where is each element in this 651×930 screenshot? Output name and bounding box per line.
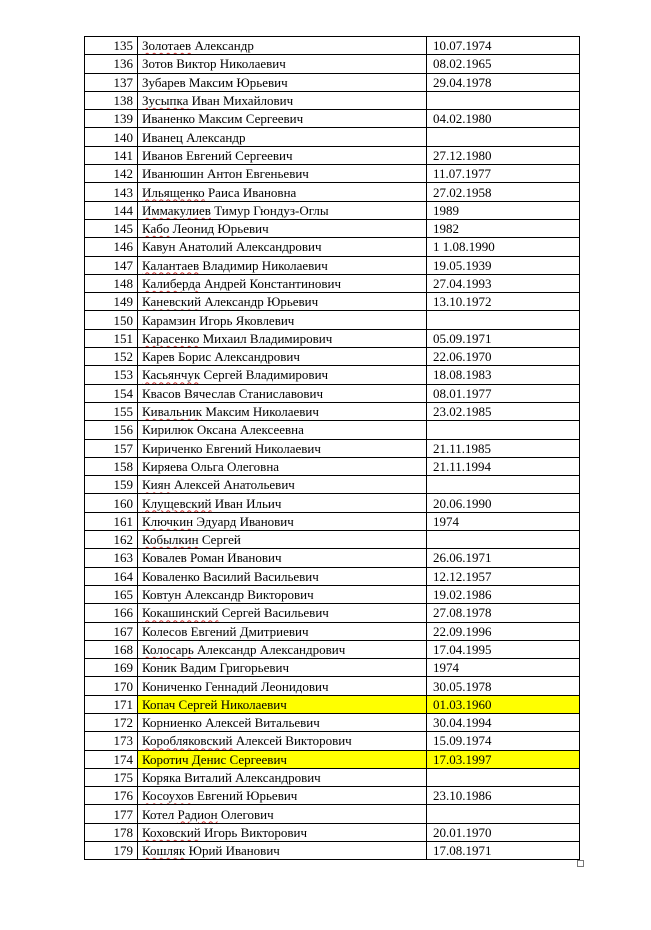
given-names: Сергей Николаевич bbox=[175, 696, 287, 712]
birth-date[interactable]: 1974 bbox=[427, 512, 580, 530]
given-names: Тимур Гюндуз-Оглы bbox=[210, 202, 329, 218]
row-number[interactable]: 148 bbox=[85, 274, 138, 292]
person-name[interactable] bbox=[138, 512, 427, 530]
birth-date[interactable]: 30.05.1978 bbox=[427, 677, 580, 695]
row-number[interactable]: 169 bbox=[85, 659, 138, 677]
person-name[interactable] bbox=[138, 713, 427, 731]
table-row bbox=[85, 805, 580, 823]
given-names: Евгений Юрьевич bbox=[193, 788, 298, 804]
surname: Кабо bbox=[142, 221, 170, 237]
person-name[interactable] bbox=[138, 219, 427, 237]
given-names: Олегович bbox=[217, 806, 274, 822]
row-number[interactable]: 147 bbox=[85, 256, 138, 274]
birth-date[interactable]: 15.09.1974 bbox=[427, 732, 580, 750]
table-row bbox=[85, 549, 580, 567]
row-number[interactable]: 150 bbox=[85, 311, 138, 329]
given-names: Максим Сергеевич bbox=[194, 111, 304, 127]
birth-date[interactable]: 22.06.1970 bbox=[427, 348, 580, 366]
table-resize-handle[interactable] bbox=[577, 860, 584, 867]
birth-date[interactable] bbox=[427, 805, 580, 823]
person-name[interactable] bbox=[138, 110, 427, 128]
person-name[interactable] bbox=[138, 604, 427, 622]
row-number[interactable]: 179 bbox=[85, 842, 138, 860]
table-row bbox=[85, 293, 580, 311]
table-row bbox=[85, 512, 580, 530]
surname: Калиберда bbox=[142, 276, 201, 291]
row-number[interactable]: 155 bbox=[85, 402, 138, 420]
birth-date[interactable] bbox=[427, 476, 580, 494]
surname: Карамзин bbox=[142, 312, 196, 328]
misspelled-word: Радион bbox=[177, 806, 218, 822]
birth-date[interactable]: 08.01.1977 bbox=[427, 384, 580, 402]
birth-date[interactable]: 1982 bbox=[427, 219, 580, 237]
person-name[interactable] bbox=[138, 750, 427, 768]
surname: Киян bbox=[142, 477, 171, 493]
surname: Колосарь bbox=[142, 641, 194, 657]
given-names: Иван Михайлович bbox=[188, 93, 294, 109]
row-number[interactable]: 175 bbox=[85, 768, 138, 786]
given-names: Анатолий Александрович bbox=[175, 239, 322, 255]
row-number[interactable]: 161 bbox=[85, 512, 138, 530]
table-row bbox=[85, 732, 580, 750]
table-row bbox=[85, 311, 580, 329]
row-number[interactable]: 166 bbox=[85, 604, 138, 622]
table-row bbox=[85, 55, 580, 73]
surname: Ильященко bbox=[142, 184, 205, 200]
given-names: Алексей Анатольевич bbox=[170, 477, 295, 493]
person-name[interactable] bbox=[138, 201, 427, 219]
birth-date[interactable]: 20.06.1990 bbox=[427, 494, 580, 512]
surname: Косоухов bbox=[142, 788, 194, 804]
surname: Карасенко bbox=[142, 330, 200, 346]
person-name[interactable] bbox=[138, 695, 427, 713]
person-name[interactable] bbox=[138, 732, 427, 750]
surname: Зотов bbox=[142, 56, 173, 72]
table-row bbox=[85, 531, 580, 549]
row-number[interactable]: 157 bbox=[85, 439, 138, 457]
given-names: Денис Сергеевич bbox=[188, 751, 287, 767]
row-number[interactable]: 174 bbox=[85, 750, 138, 768]
birth-date[interactable]: 12.12.1957 bbox=[427, 567, 580, 585]
given-names: Александр Викторович bbox=[181, 587, 314, 603]
table-row bbox=[85, 622, 580, 640]
surname: Калантаев bbox=[142, 257, 200, 273]
person-name[interactable] bbox=[138, 567, 427, 585]
table-row bbox=[85, 183, 580, 201]
row-number[interactable]: 149 bbox=[85, 293, 138, 311]
surname: Иванов bbox=[142, 147, 183, 163]
table-row bbox=[85, 73, 580, 91]
birth-date[interactable]: 21.11.1994 bbox=[427, 457, 580, 475]
person-name[interactable] bbox=[138, 37, 427, 55]
surname: Зусыпка bbox=[142, 93, 189, 109]
surname: Коховский bbox=[142, 824, 201, 840]
person-name[interactable] bbox=[138, 659, 427, 677]
person-name[interactable] bbox=[138, 476, 427, 494]
table-row bbox=[85, 348, 580, 366]
birth-date[interactable]: 23.02.1985 bbox=[427, 402, 580, 420]
birth-date[interactable] bbox=[427, 91, 580, 109]
row-number[interactable]: 158 bbox=[85, 457, 138, 475]
birth-date[interactable] bbox=[427, 421, 580, 439]
row-number[interactable]: 162 bbox=[85, 531, 138, 549]
person-name[interactable] bbox=[138, 146, 427, 164]
row-number[interactable]: 135 bbox=[85, 37, 138, 55]
birth-date[interactable]: 04.02.1980 bbox=[427, 110, 580, 128]
given-names: Геннадий Леонидович bbox=[201, 678, 329, 694]
surname: Ковалев bbox=[142, 550, 187, 566]
table-row bbox=[85, 787, 580, 805]
given-names: Евгений Дмитриевич bbox=[187, 623, 309, 639]
row-number[interactable]: 153 bbox=[85, 366, 138, 384]
person-name[interactable] bbox=[138, 329, 427, 347]
table-row bbox=[85, 274, 580, 292]
person-name[interactable] bbox=[138, 91, 427, 109]
row-number[interactable]: 170 bbox=[85, 677, 138, 695]
given-names: Василий Васильевич bbox=[199, 568, 319, 584]
birth-date[interactable]: 18.08.1983 bbox=[427, 366, 580, 384]
birth-date[interactable]: 08.02.1965 bbox=[427, 55, 580, 73]
row-number[interactable]: 167 bbox=[85, 622, 138, 640]
table-row bbox=[85, 146, 580, 164]
surname: Иванец bbox=[142, 129, 183, 145]
table-row bbox=[85, 366, 580, 384]
row-number[interactable]: 165 bbox=[85, 585, 138, 603]
surname: Кониченко bbox=[142, 678, 202, 694]
birth-date[interactable]: 05.09.1971 bbox=[427, 329, 580, 347]
row-number[interactable]: 142 bbox=[85, 165, 138, 183]
given-names: Сергей Васильевич bbox=[218, 605, 329, 621]
birth-date[interactable]: 17.04.1995 bbox=[427, 640, 580, 658]
birth-date[interactable]: 19.02.1986 bbox=[427, 585, 580, 603]
table-row bbox=[85, 659, 580, 677]
table-row bbox=[85, 640, 580, 658]
row-number[interactable]: 156 bbox=[85, 421, 138, 439]
given-names: Иван Ильич bbox=[211, 495, 282, 511]
table-row bbox=[85, 677, 580, 695]
surname: Коробляковский bbox=[142, 733, 233, 749]
table-row bbox=[85, 439, 580, 457]
surname: Коник bbox=[142, 660, 177, 676]
table-row bbox=[85, 713, 580, 731]
row-number[interactable]: 138 bbox=[85, 91, 138, 109]
person-name[interactable] bbox=[138, 183, 427, 201]
given-names: Андрей Константинович bbox=[200, 276, 341, 291]
surname: Карев bbox=[142, 349, 175, 365]
person-name[interactable] bbox=[138, 293, 427, 311]
surname: Кобылкин bbox=[142, 532, 199, 548]
surname: Кошляк bbox=[142, 843, 186, 859]
person-name[interactable] bbox=[138, 622, 427, 640]
given-names: Вадим Григорьевич bbox=[176, 660, 289, 676]
birth-date[interactable] bbox=[427, 531, 580, 549]
surname: Коваленко bbox=[142, 568, 200, 584]
table-row bbox=[85, 842, 580, 860]
table-row bbox=[85, 494, 580, 512]
birth-date[interactable]: 1 1.08.1990 bbox=[427, 238, 580, 256]
birth-date[interactable]: 17.08.1971 bbox=[427, 842, 580, 860]
given-names: Оксана Алексеевна bbox=[193, 422, 304, 438]
given-names: Александр bbox=[182, 129, 246, 145]
table-row bbox=[85, 567, 580, 585]
row-number[interactable]: 154 bbox=[85, 384, 138, 402]
birth-date[interactable]: 11.07.1977 bbox=[427, 165, 580, 183]
row-number[interactable]: 177 bbox=[85, 805, 138, 823]
given-names: Роман Иванович bbox=[186, 550, 282, 566]
table-row bbox=[85, 329, 580, 347]
birth-date[interactable]: 19.05.1939 bbox=[427, 256, 580, 274]
row-number[interactable]: 143 bbox=[85, 183, 138, 201]
given-names: Леонид Юрьевич bbox=[169, 221, 269, 237]
row-number[interactable]: 140 bbox=[85, 128, 138, 146]
surname: Касьянчук bbox=[142, 367, 201, 383]
birth-date[interactable]: 26.06.1971 bbox=[427, 549, 580, 567]
person-name[interactable] bbox=[138, 768, 427, 786]
given-names: Алексей Викторович bbox=[232, 733, 352, 749]
surname: Коротич bbox=[142, 751, 189, 767]
surname: Зубарев bbox=[142, 74, 186, 90]
birth-date[interactable]: 17.03.1997 bbox=[427, 750, 580, 768]
person-name[interactable] bbox=[138, 494, 427, 512]
surname: Корниенко bbox=[142, 715, 202, 731]
given-names: Раиса Ивановна bbox=[204, 184, 297, 200]
row-number[interactable]: 164 bbox=[85, 567, 138, 585]
row-number[interactable]: 176 bbox=[85, 787, 138, 805]
given-names: Максим Юрьевич bbox=[185, 74, 288, 90]
table-row bbox=[85, 402, 580, 420]
surname: Кириченко bbox=[142, 440, 203, 456]
birth-date[interactable]: 21.11.1985 bbox=[427, 439, 580, 457]
surname: Золотаев bbox=[142, 38, 192, 54]
person-name[interactable] bbox=[138, 585, 427, 603]
given-names: Александр Юрьевич bbox=[201, 294, 319, 310]
surname: Ковтун bbox=[142, 587, 182, 603]
given-names: Антон Евгеньевич bbox=[203, 166, 309, 182]
person-name[interactable] bbox=[138, 531, 427, 549]
table-row bbox=[85, 476, 580, 494]
given-names: Игорь Викторович bbox=[200, 824, 308, 840]
people-table-body bbox=[85, 37, 580, 860]
person-name[interactable] bbox=[138, 805, 427, 823]
person-name[interactable] bbox=[138, 439, 427, 457]
row-number[interactable]: 146 bbox=[85, 238, 138, 256]
row-number[interactable]: 151 bbox=[85, 329, 138, 347]
person-name[interactable] bbox=[138, 256, 427, 274]
surname: Копач bbox=[142, 696, 176, 712]
table-row bbox=[85, 604, 580, 622]
person-name[interactable] bbox=[138, 842, 427, 860]
row-number[interactable]: 159 bbox=[85, 476, 138, 494]
row-number[interactable]: 136 bbox=[85, 55, 138, 73]
birth-date[interactable]: 01.03.1960 bbox=[427, 695, 580, 713]
person-name[interactable] bbox=[138, 402, 427, 420]
person-name[interactable] bbox=[138, 348, 427, 366]
surname: Коряка bbox=[142, 770, 181, 786]
person-name[interactable] bbox=[138, 55, 427, 73]
given-names: Максим Николаевич bbox=[202, 404, 319, 420]
person-name[interactable] bbox=[138, 73, 427, 91]
birth-date[interactable]: 27.04.1993 bbox=[427, 274, 580, 292]
birth-date[interactable] bbox=[427, 128, 580, 146]
row-number[interactable]: 160 bbox=[85, 494, 138, 512]
surname: Котел bbox=[142, 806, 178, 822]
table-row bbox=[85, 585, 580, 603]
table-row bbox=[85, 201, 580, 219]
person-name[interactable] bbox=[138, 823, 427, 841]
surname: Кавун bbox=[142, 239, 176, 255]
row-number[interactable]: 178 bbox=[85, 823, 138, 841]
row-number[interactable]: 141 bbox=[85, 146, 138, 164]
birth-date[interactable]: 30.04.1994 bbox=[427, 713, 580, 731]
table-row bbox=[85, 238, 580, 256]
birth-date[interactable]: 13.10.1972 bbox=[427, 293, 580, 311]
given-names: Евгений Сергеевич bbox=[182, 147, 293, 163]
surname: Киряева bbox=[142, 458, 188, 474]
table-row bbox=[85, 384, 580, 402]
table-row bbox=[85, 256, 580, 274]
person-name[interactable] bbox=[138, 677, 427, 695]
person-name[interactable] bbox=[138, 457, 427, 475]
table-row bbox=[85, 457, 580, 475]
row-number[interactable]: 144 bbox=[85, 201, 138, 219]
table-row bbox=[85, 219, 580, 237]
given-names: Сергей bbox=[198, 532, 241, 548]
table-row bbox=[85, 37, 580, 55]
birth-date[interactable]: 23.10.1986 bbox=[427, 787, 580, 805]
row-number[interactable]: 173 bbox=[85, 732, 138, 750]
table-row bbox=[85, 421, 580, 439]
given-names: Юрий Иванович bbox=[185, 843, 280, 859]
person-name[interactable] bbox=[138, 384, 427, 402]
row-number[interactable]: 152 bbox=[85, 348, 138, 366]
surname: Кирилюк bbox=[142, 422, 194, 438]
person-name[interactable] bbox=[138, 787, 427, 805]
birth-date[interactable]: 1989 bbox=[427, 201, 580, 219]
person-name[interactable] bbox=[138, 311, 427, 329]
given-names: Сергей Владимирович bbox=[200, 367, 329, 383]
people-table bbox=[84, 36, 580, 860]
table-row bbox=[85, 165, 580, 183]
birth-date[interactable]: 20.01.1970 bbox=[427, 823, 580, 841]
person-name[interactable] bbox=[138, 128, 427, 146]
surname: Иванюшин bbox=[142, 166, 204, 182]
person-name[interactable] bbox=[138, 640, 427, 658]
surname: Каневский bbox=[142, 294, 202, 310]
table-row bbox=[85, 768, 580, 786]
row-number[interactable]: 171 bbox=[85, 695, 138, 713]
table-row bbox=[85, 91, 580, 109]
birth-date[interactable] bbox=[427, 311, 580, 329]
given-names: Игорь Яковлевич bbox=[195, 312, 295, 328]
birth-date[interactable] bbox=[427, 768, 580, 786]
row-number[interactable]: 139 bbox=[85, 110, 138, 128]
birth-date[interactable]: 27.12.1980 bbox=[427, 146, 580, 164]
person-name[interactable] bbox=[138, 366, 427, 384]
surname: Клущевский bbox=[142, 495, 212, 511]
row-number[interactable]: 137 bbox=[85, 73, 138, 91]
given-names: Виктор Николаевич bbox=[173, 56, 286, 72]
person-name[interactable] bbox=[138, 274, 427, 292]
person-name[interactable] bbox=[138, 165, 427, 183]
person-name[interactable] bbox=[138, 238, 427, 256]
given-names: Алексей Витальевич bbox=[201, 715, 320, 731]
table-row bbox=[85, 128, 580, 146]
given-names: Борис Александрович bbox=[174, 349, 300, 365]
table-row bbox=[85, 823, 580, 841]
birth-date[interactable]: 1974 bbox=[427, 659, 580, 677]
table-row bbox=[85, 750, 580, 768]
given-names: Вячеслав Станиславович bbox=[180, 385, 324, 401]
surname: Кивальник bbox=[142, 404, 203, 420]
given-names: Виталий Александрович bbox=[180, 770, 321, 786]
row-number[interactable]: 163 bbox=[85, 549, 138, 567]
surname: Ключкин bbox=[142, 513, 194, 529]
birth-date[interactable]: 10.07.1974 bbox=[427, 37, 580, 55]
given-names: Эдуард Иванович bbox=[193, 513, 294, 529]
given-names: Александр Александрович bbox=[193, 641, 346, 657]
birth-date[interactable]: 27.02.1958 bbox=[427, 183, 580, 201]
surname: Иваненко bbox=[142, 111, 195, 127]
person-name[interactable] bbox=[138, 549, 427, 567]
surname: Квасов bbox=[142, 385, 181, 401]
row-number[interactable]: 145 bbox=[85, 219, 138, 237]
surname: Иммакулиев bbox=[142, 202, 211, 218]
given-names: Владимир Николаевич bbox=[199, 257, 328, 273]
row-number[interactable]: 172 bbox=[85, 713, 138, 731]
given-names: Александр bbox=[191, 38, 254, 54]
surname: Колесов bbox=[142, 623, 188, 639]
table-row bbox=[85, 695, 580, 713]
table-row bbox=[85, 110, 580, 128]
surname: Кокашинский bbox=[142, 605, 219, 621]
birth-date[interactable]: 22.09.1996 bbox=[427, 622, 580, 640]
birth-date[interactable]: 29.04.1978 bbox=[427, 73, 580, 91]
person-name[interactable] bbox=[138, 421, 427, 439]
given-names: Михаил Владимирович bbox=[199, 330, 333, 346]
birth-date[interactable]: 27.08.1978 bbox=[427, 604, 580, 622]
given-names: Ольга Олеговна bbox=[187, 458, 280, 474]
row-number[interactable]: 168 bbox=[85, 640, 138, 658]
given-names: Евгений Николаевич bbox=[202, 440, 321, 456]
